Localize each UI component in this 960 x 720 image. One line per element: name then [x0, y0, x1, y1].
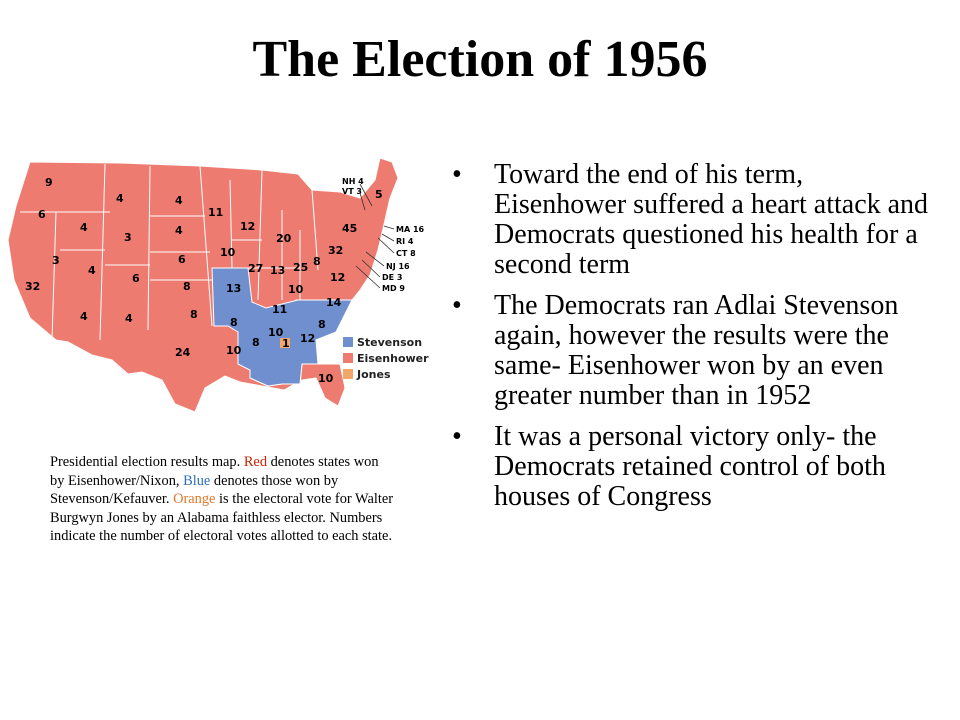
label-nj: NJ 16: [386, 262, 410, 271]
state-ar: 8: [230, 316, 238, 329]
legend-eisenhower: Eisenhower: [357, 352, 429, 365]
us-map-svg: [0, 150, 450, 420]
bullet-item: [452, 160, 942, 280]
state-id: 4: [80, 221, 88, 234]
label-md: MD 9: [382, 284, 405, 293]
state-ky: 10: [288, 283, 304, 296]
bullet-text: Toward the end of his term, Eisenhower suffered a heart attack and Democrats questioned his health for a second term: [494, 159, 929, 280]
bullet-dot-icon: •: [452, 421, 462, 452]
state-va: 12: [330, 271, 346, 284]
label-ct: CT 8: [396, 249, 416, 258]
state-mn: 11: [208, 206, 224, 219]
caption-part-3: denotes those won by Stevenson/Kefauver.: [50, 472, 339, 507]
state-nv: 3: [52, 254, 60, 267]
state-mt: 4: [116, 192, 124, 205]
state-az: 4: [80, 310, 88, 323]
state-tn: 11: [272, 303, 288, 316]
label-vt: VT 3: [342, 187, 362, 196]
caption-red-word: Red: [243, 454, 268, 470]
map-caption: [50, 453, 395, 546]
state-wy: 3: [124, 231, 132, 244]
state-sc: 8: [318, 318, 326, 331]
state-oh: 25: [293, 261, 309, 274]
state-ne: 6: [178, 253, 186, 266]
state-al: 10: [268, 326, 284, 339]
state-nc: 14: [326, 296, 342, 309]
slide-title: The Election of 1956: [252, 31, 708, 88]
state-nd: 4: [175, 194, 183, 207]
state-wv: 8: [313, 255, 321, 268]
state-me: 5: [375, 188, 383, 201]
state-ia: 10: [220, 246, 236, 259]
state-ut: 4: [88, 264, 96, 277]
state-in: 13: [270, 264, 286, 277]
state-mi: 20: [276, 232, 292, 245]
legend-swatch-stevenson: [343, 337, 353, 347]
label-ri: RI 4: [396, 237, 414, 246]
state-ok: 8: [190, 308, 198, 321]
state-tx: 24: [175, 346, 191, 359]
caption-part-4: is the electoral vote for Walter Burgwyn Jones by an Alabama faithless elector. Numbers indicate the number of electoral votes allotted to each state.: [50, 491, 394, 544]
label-nh: NH 4: [342, 177, 364, 186]
state-wa: 9: [45, 176, 53, 189]
bullet-item: [452, 291, 942, 411]
legend-swatch-jones: [343, 369, 353, 379]
legend-swatch-eisenhower: [343, 353, 353, 363]
state-fl: 10: [318, 372, 334, 385]
legend-jones: Jones: [357, 368, 391, 381]
label-de: DE 3: [382, 273, 403, 282]
legend-stevenson: Stevenson: [357, 336, 423, 349]
state-al-jones: 1: [282, 337, 290, 350]
bullet-dot-icon: •: [452, 290, 462, 321]
state-wi: 12: [240, 220, 256, 233]
bullet-text: It was a personal victory only- the Democrats retained control of both houses of Congress: [494, 421, 886, 512]
map-legend: [343, 336, 429, 381]
state-ms: 8: [252, 336, 260, 349]
state-mo: 13: [226, 282, 242, 295]
state-ca: 32: [25, 280, 41, 293]
state-ny: 45: [342, 222, 358, 235]
state-or: 6: [38, 208, 46, 221]
bullet-dot-icon: •: [452, 159, 462, 190]
state-co: 6: [132, 272, 140, 285]
state-il: 27: [248, 262, 264, 275]
caption-orange-word: Orange: [173, 491, 216, 507]
state-nm: 4: [125, 312, 133, 325]
bullet-item: [452, 422, 942, 512]
caption-part-2: denotes states won by Eisenhower/Nixon,: [50, 454, 379, 489]
state-sd: 4: [175, 224, 183, 237]
state-pa: 32: [328, 244, 344, 257]
bullet-list: [452, 160, 942, 523]
eisenhower-region: [8, 158, 398, 412]
state-la: 10: [226, 344, 242, 357]
caption-part-1: Presidential election results map.: [50, 454, 244, 470]
state-ga: 12: [300, 332, 316, 345]
state-ks: 8: [183, 280, 191, 293]
bullet-text: The Democrats ran Adlai Stevenson again, however the results were the same- Eisenhower won by an even greater number than in 1952: [494, 290, 899, 411]
label-ma: MA 16: [396, 225, 425, 234]
election-results-map: [0, 150, 450, 420]
caption-blue-word: Blue: [183, 472, 211, 489]
